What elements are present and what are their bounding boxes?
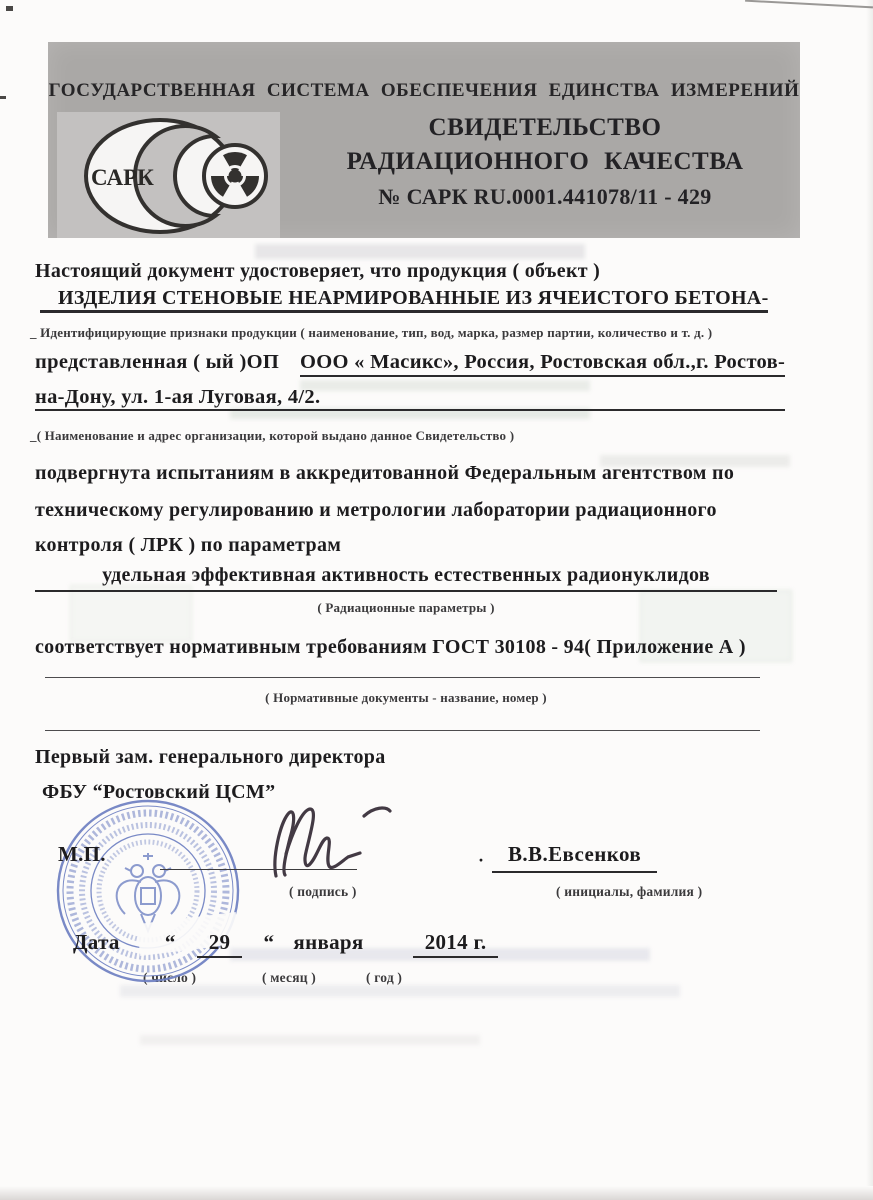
date-month: января [293,930,364,954]
sark-logo-graphic [57,112,280,238]
quote-close: “ [263,930,275,954]
system-title: ГОСУДАРСТВЕННАЯ СИСТЕМА ОБЕСПЕЧЕНИЯ ЕДИНСТВА ИЗМЕРЕНИЙ [48,80,800,101]
certificate-title-block [298,114,792,210]
product-name-line [40,287,768,313]
scan-edge-bottom [0,1186,873,1200]
scan-speck [0,96,6,99]
org-name: ООО « Масикс», Россия, Ростовская обл.,г. Ростов- [300,351,785,377]
org-address: на-Дону, ул. 1-ая Луговая, 4/2. [35,386,321,408]
normative-rule [45,677,760,678]
quote-open: “ [164,930,176,954]
sark-logo [57,112,280,238]
date-year: 2014 г. [413,930,499,958]
scan-edge-right [866,0,873,1200]
bleed-through-ghost [255,244,585,259]
compliance-line: соответствует нормативным требованиям ГОСТ 30108 - 94( Приложение А ) [35,636,746,658]
certificate-subtitle: РАДИАЦИОННОГО КАЧЕСТВА [346,148,744,175]
logo-sark-text: САРК [91,165,154,190]
certificate-number: № САРК RU.0001.441078/11 - 429 [378,184,712,209]
header-banner [48,42,800,238]
month-caption: ( месяц ) [262,970,316,985]
parameter-text: удельная эффективная активность естественных радионуклидов [102,564,710,586]
bleed-through-ghost [140,1035,480,1045]
handwritten-signature-icon [262,796,392,880]
product-caption: _ Идентифицирующие признаки продукции ( наименование, тип, вод, марка, размер партии, количество и т. д. ) [30,325,713,340]
intro-line: Настоящий документ удостоверяет, что продукция ( объект ) [35,260,601,282]
date-day: 29 [197,930,243,958]
date-line [73,930,498,955]
signatory-org: ФБУ “Ростовский ЦСМ” [42,781,276,803]
bleed-through-ghost [120,985,680,997]
scan-corner-line [745,0,873,8]
signature-caption: ( подпись ) [289,884,357,899]
product-name: ИЗДЕЛИЯ СТЕНОВЫЕ НЕАРМИРОВАННЫЕ ИЗ ЯЧЕИСТОГО БЕТОНА [58,287,762,309]
tested-line-2: техническому регулированию и метрологии лаборатории радиационного [35,499,717,521]
parameter-caption: ( Радиационные параметры ) [317,600,495,615]
parameter-line [35,564,777,592]
signatory-rule [45,730,760,731]
mp-label: М.П. [58,842,106,866]
normative-caption: ( Нормативные документы - название, номер ) [265,690,547,705]
org-address-line [35,386,785,411]
tested-line-3: контроля ( ЛРК ) по параметрам [35,534,342,556]
product-name-suffix: - [761,287,769,309]
name-dot-mark: · [478,850,485,870]
certificate-title: СВИДЕТЕЛЬСТВО [428,114,662,141]
presented-line [35,351,785,374]
signatory-name: В.В.Евсенков [492,842,657,873]
presented-label: представленная ( ый )ОП [35,351,280,373]
org-caption: _( Наименование и адрес организации, которой выдано данное Свидетельство ) [30,428,515,443]
date-label: Дата [73,930,120,954]
radiation-trefoil-icon [204,145,266,207]
signatory-position: Первый зам. генерального директора [35,746,386,768]
tested-line-1: подвергнута испытаниям в аккредитованной Федеральным агентством по [35,462,735,484]
day-caption: ( число ) [143,970,197,985]
scan-speck [6,6,13,11]
name-caption: ( инициалы, фамилия ) [556,884,703,899]
year-caption: ( год ) [366,970,403,985]
